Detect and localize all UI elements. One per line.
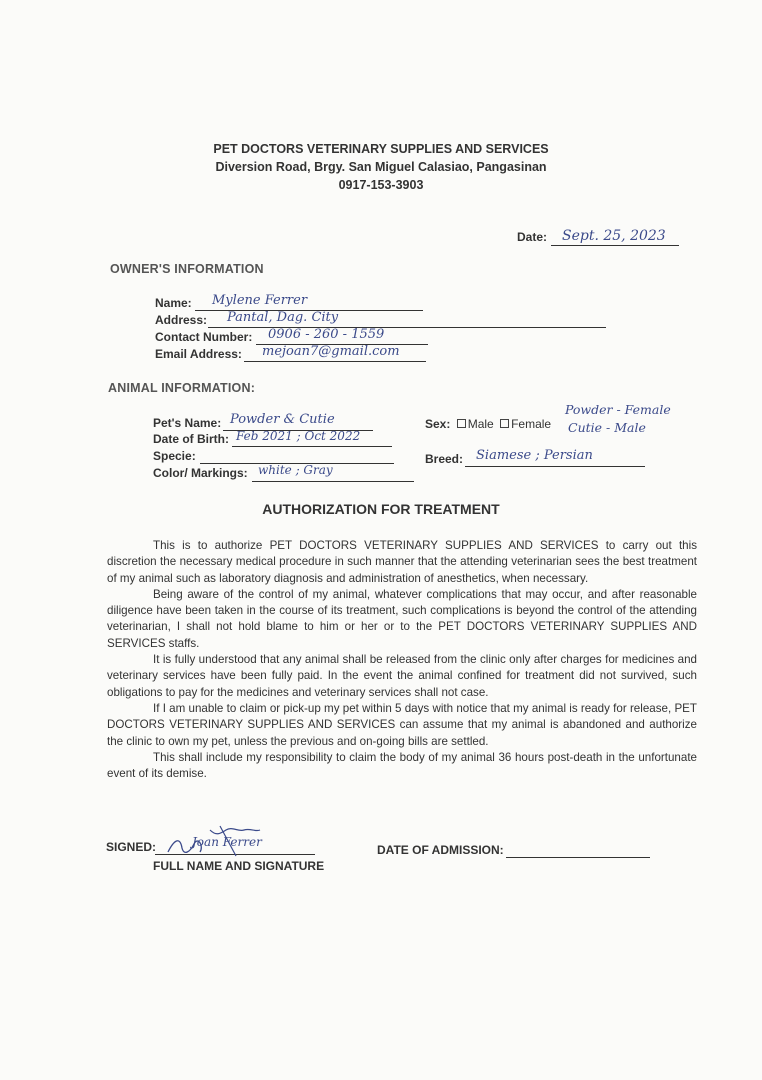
pet-name-label: Pet's Name: <box>153 416 222 430</box>
sex-male-checkbox[interactable] <box>457 419 466 428</box>
sex-female-label: Female <box>511 417 552 431</box>
dob-value[interactable]: Feb 2021 ; Oct 2022 <box>236 429 361 443</box>
authorization-paragraph: This is to authorize PET DOCTORS VETERINARY SUPPLIES AND SERVICES to carry out this discretion the necessary medical procedure in such manner that the attending veterinarian sees the best treatment of my animal such as laboratory diagnosis and administration of anesthetics, when necessary. <box>107 539 697 585</box>
breed-label: Breed: <box>425 452 464 466</box>
signed-label: SIGNED: <box>106 840 157 854</box>
authorization-paragraph: It is fully understood that any animal shall be released from the clinic only after charges for medicines and veterinary services have been fully paid. In the event the animal confined for treatment did not survived, such obligations to pay for the medicines and veterinary services shall not case. <box>107 653 697 699</box>
company-phone: 0917-153-3903 <box>338 178 424 192</box>
owner-email-value[interactable]: mejoan7@gmail.com <box>262 344 400 359</box>
authorization-body <box>107 538 697 782</box>
sex-field <box>425 417 551 431</box>
owner-address-label: Address: <box>155 313 208 327</box>
dob-line <box>232 446 392 447</box>
dob-label: Date of Birth: <box>153 432 229 446</box>
sex-female-checkbox[interactable] <box>500 419 509 428</box>
owner-contact-value[interactable]: 0906 - 260 - 1559 <box>268 327 385 342</box>
owner-address-value[interactable]: Pantal, Dag. City <box>227 310 339 325</box>
date-value[interactable]: Sept. 25, 2023 <box>562 228 666 244</box>
authorization-paragraph: Being aware of the control of my animal, whatever complications that may occur, and after reasonable diligence have been taken in the course of its treatment, such complications is beyond the control of the attending veterinarian, I shall not hold blame to him or her or to the PET DOCTORS VETERINARY SUPPLIES AND SERVICES staffs. <box>107 587 697 650</box>
date-line <box>551 245 679 246</box>
sex-male-label: Male <box>467 417 494 431</box>
breed-value[interactable]: Siamese ; Persian <box>476 448 593 463</box>
color-value[interactable]: white ; Gray <box>258 463 333 477</box>
breed-line <box>465 466 645 467</box>
date-label: Date: <box>517 230 548 244</box>
signed-value[interactable]: Joan Ferrer <box>192 835 262 849</box>
company-address: Diversion Road, Brgy. San Miguel Calasiao, Pangasinan <box>215 160 547 174</box>
pet-name-value[interactable]: Powder & Cutie <box>230 412 335 427</box>
authorization-paragraph: This shall include my responsibility to claim the body of my animal 36 hours post-death in the unfortunate event of its demise. <box>107 750 697 781</box>
sex-note-cutie: Cutie - Male <box>568 420 646 435</box>
company-name: PET DOCTORS VETERINARY SUPPLIES AND SERVICES <box>213 142 549 156</box>
owner-name-label: Name: <box>155 296 192 310</box>
authorization-title: AUTHORIZATION FOR TREATMENT <box>262 501 500 517</box>
owner-email-line <box>244 361 426 362</box>
owner-section-title: OWNER'S INFORMATION <box>110 262 264 276</box>
owner-contact-label: Contact Number: <box>155 330 253 344</box>
color-line <box>252 481 414 482</box>
admission-label: DATE OF ADMISSION: <box>377 843 504 857</box>
color-label: Color/ Markings: <box>153 466 248 480</box>
sex-note-powder: Powder - Female <box>565 402 671 417</box>
signature-caption: FULL NAME AND SIGNATURE <box>153 859 325 873</box>
owner-email-label: Email Address: <box>155 347 242 361</box>
form-header <box>0 140 762 194</box>
sex-label: Sex: <box>425 417 451 431</box>
admission-line[interactable] <box>506 857 650 858</box>
authorization-paragraph: If I am unable to claim or pick-up my pet within 5 days with notice that my animal is ready for release, PET DOCTORS VETERINARY SUPPLIES AND SERVICES can assume that my animal is abandoned and authorize the clinic to own my pet, unless the previous and on-going bills are settled. <box>107 701 697 748</box>
specie-label: Specie: <box>153 449 196 463</box>
owner-name-value[interactable]: Mylene Ferrer <box>212 293 308 308</box>
animal-section-title: ANIMAL INFORMATION: <box>108 381 256 395</box>
